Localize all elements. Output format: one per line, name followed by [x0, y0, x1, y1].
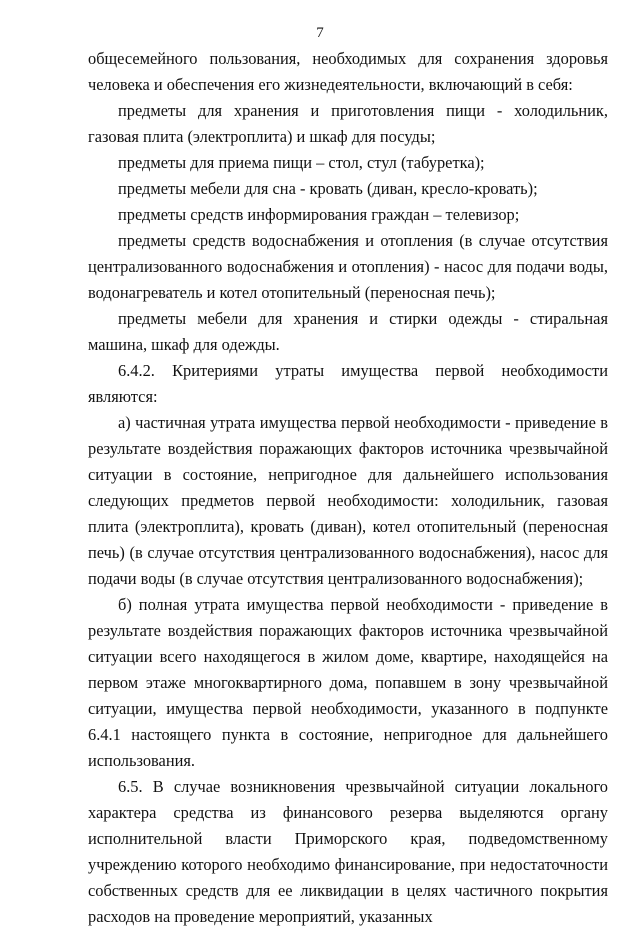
paragraph: а) частичная утрата имущества первой необходимости - приведение в результате воздействия поражающих факторов источника чрезвычайной ситуации в состояние, непригодное для дальнейшего использования следующих предметов первой необходимости: холодильник, газовая плита (электроплита), кровать (диван), котел отопительный (переносная печь) (в случае отсутствия централизованного водоснабжения), насос для подачи воды (в случае отсутствия централизованного водоснабжения); [88, 413, 608, 588]
paragraph: предметы средств информирования граждан – телевизор; [118, 205, 520, 224]
paragraph: 6.5. В случае возникновения чрезвычайной ситуации локального характера средства из финансового резерва выделяются органу исполнительной власти Приморского края, подведомственному учреждению которого необходимо финансирование, при недостаточности собственных средств для ее ликвидации в целях частичного покрытия расходов на проведение мероприятий, указанных [88, 777, 608, 926]
paragraph: предметы для хранения и приготовления пищи - холодильник, газовая плита (электроплита) и шкаф для посуды; [88, 101, 608, 146]
paragraph: б) полная утрата имущества первой необходимости - приведение в результате воздействия поражающих факторов источника чрезвычайной ситуации всего находящегося в жилом доме, квартире, находящейся на первом этаже многоквартирного дома, попавшем в зону чрезвычайной ситуации, имущества первой необходимости, указанного в подпункте 6.4.1 настоящего пункта в состояние, непригодное для дальнейшего использования. [88, 595, 608, 770]
paragraph: предметы для приема пищи – стол, стул (табуретка); [118, 153, 485, 172]
document-body [88, 46, 608, 930]
paragraph: предметы мебели для сна - кровать (диван, кресло-кровать); [118, 179, 538, 198]
paragraph: предметы мебели для хранения и стирки одежды - стиральная машина, шкаф для одежды. [88, 309, 608, 354]
page-number: 7 [316, 25, 324, 41]
paragraph: предметы средств водоснабжения и отопления (в случае отсутствия централизованного водоснабжения и отопления) - насос для подачи воды, водонагреватель и котел отопительный (переносная печь); [88, 231, 608, 302]
paragraph: 6.4.2. Критериями утраты имущества первой необходимости являются: [88, 361, 608, 406]
paragraph: общесемейного пользования, необходимых для сохранения здоровья человека и обеспечения его жизнедеятельности, включающий в себя: [88, 49, 608, 94]
